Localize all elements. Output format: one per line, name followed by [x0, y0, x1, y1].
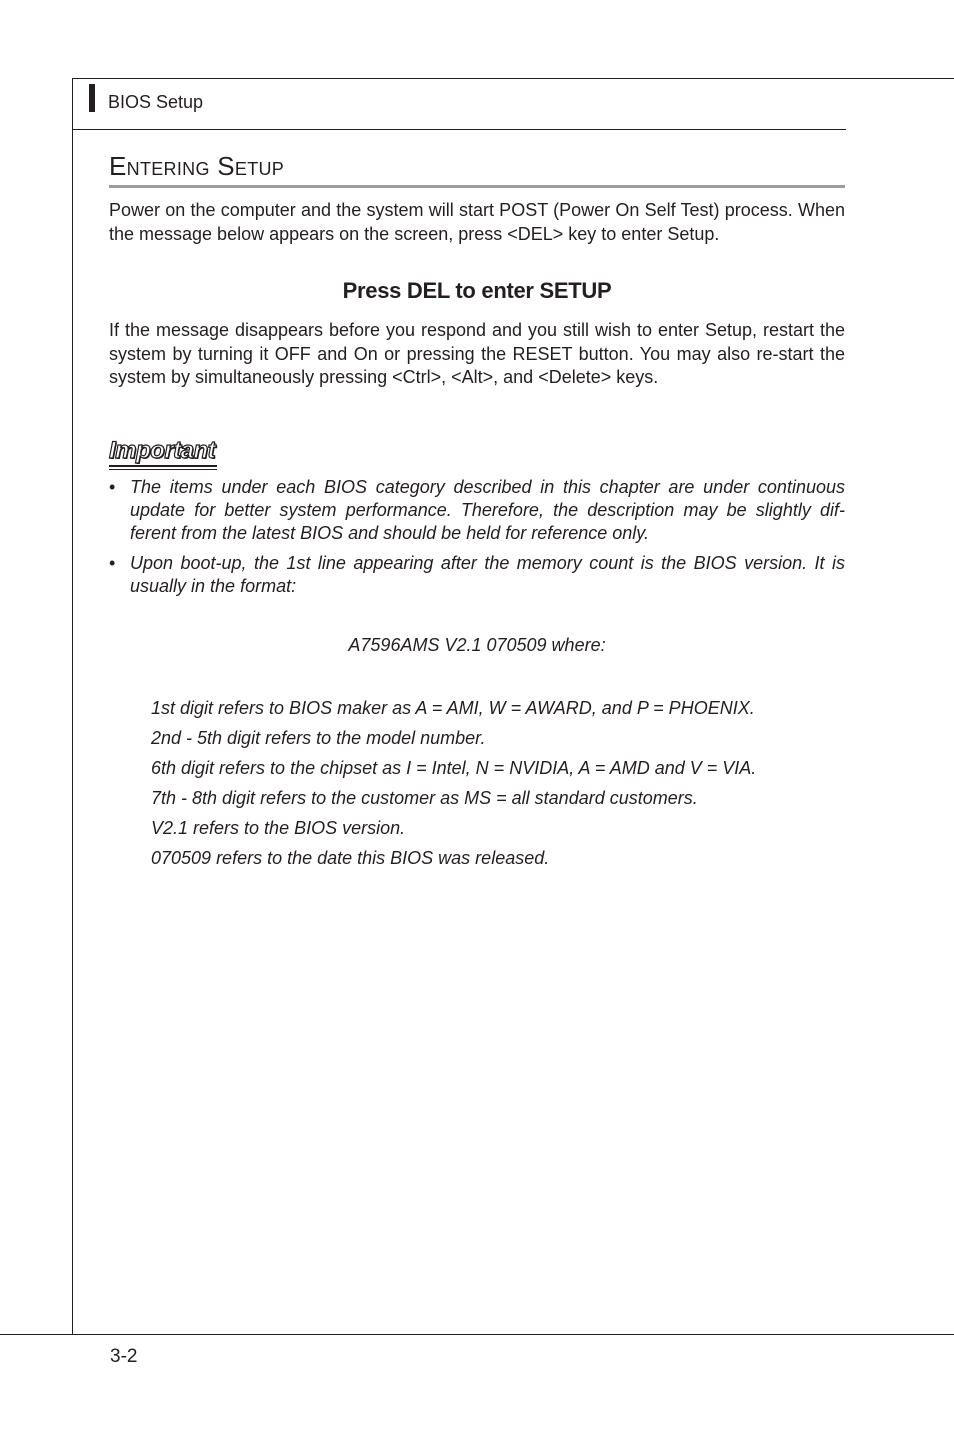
- format-detail-item: 6th digit refers to the chipset as I = Intel, N = NVIDIA, A = AMD and V = VIA.: [151, 758, 757, 778]
- bios-version-example: A7596AMS V2.1 070509 where:: [348, 635, 606, 655]
- bullet-text: Upon boot-up, the 1st line appearing after the memory count is the BIOS version. It is usually in the format:: [130, 553, 845, 596]
- format-detail-item: V2.1 refers to the BIOS version.: [151, 818, 406, 838]
- section-title-rule: [109, 185, 845, 188]
- left-margin-rule: [72, 78, 73, 1335]
- important-underline: [109, 465, 217, 467]
- format-detail-item: 1st digit refers to BIOS maker as A = AMI, W = AWARD, and P = PHOENIX.: [151, 698, 755, 718]
- page-number: 3-2: [110, 1346, 138, 1367]
- format-detail-item: 2nd - 5th digit refers to the model number.: [151, 728, 486, 748]
- section-title: Entering Setup: [109, 151, 285, 181]
- restart-paragraph: If the message disappears before you respond and you still wish to enter Setup, restart the system by turning it OFF and On or pressing the RESET button. You may also re-start the system by simultaneously pressing <Ctrl>, <Alt>, and <Delete> keys.: [109, 320, 845, 387]
- intro-paragraph: Power on the computer and the system will start POST (Power On Self Test) process. When the message below appears on the screen, press <DEL> key to enter Setup.: [109, 200, 845, 244]
- running-header: BIOS Setup: [108, 92, 204, 112]
- format-detail-list: [151, 693, 845, 873]
- bullet-text: The items under each BIOS category described in this chapter are under continuous update for better system performance. Therefore, the description may be slightly dif-ferent from the latest BIOS and should be held for reference only.: [130, 477, 845, 543]
- bullet-marker: •: [109, 553, 116, 573]
- footer-rule: [0, 1334, 954, 1335]
- important-bullet-item: [109, 552, 845, 598]
- bullet-marker: •: [109, 477, 116, 497]
- header-top-rule: [72, 78, 954, 79]
- setup-prompt-callout: Press DEL to enter SETUP: [342, 278, 612, 303]
- format-detail-item: 7th - 8th digit refers to the customer as MS = all standard customers.: [151, 788, 698, 808]
- important-bullet-item: [109, 476, 845, 545]
- header-marker-bar: [89, 84, 95, 112]
- header-underline: [72, 129, 846, 130]
- important-heading: Important: [109, 437, 216, 464]
- format-detail-item: 070509 refers to the date this BIOS was released.: [151, 848, 550, 868]
- important-underline-thin: [109, 469, 217, 470]
